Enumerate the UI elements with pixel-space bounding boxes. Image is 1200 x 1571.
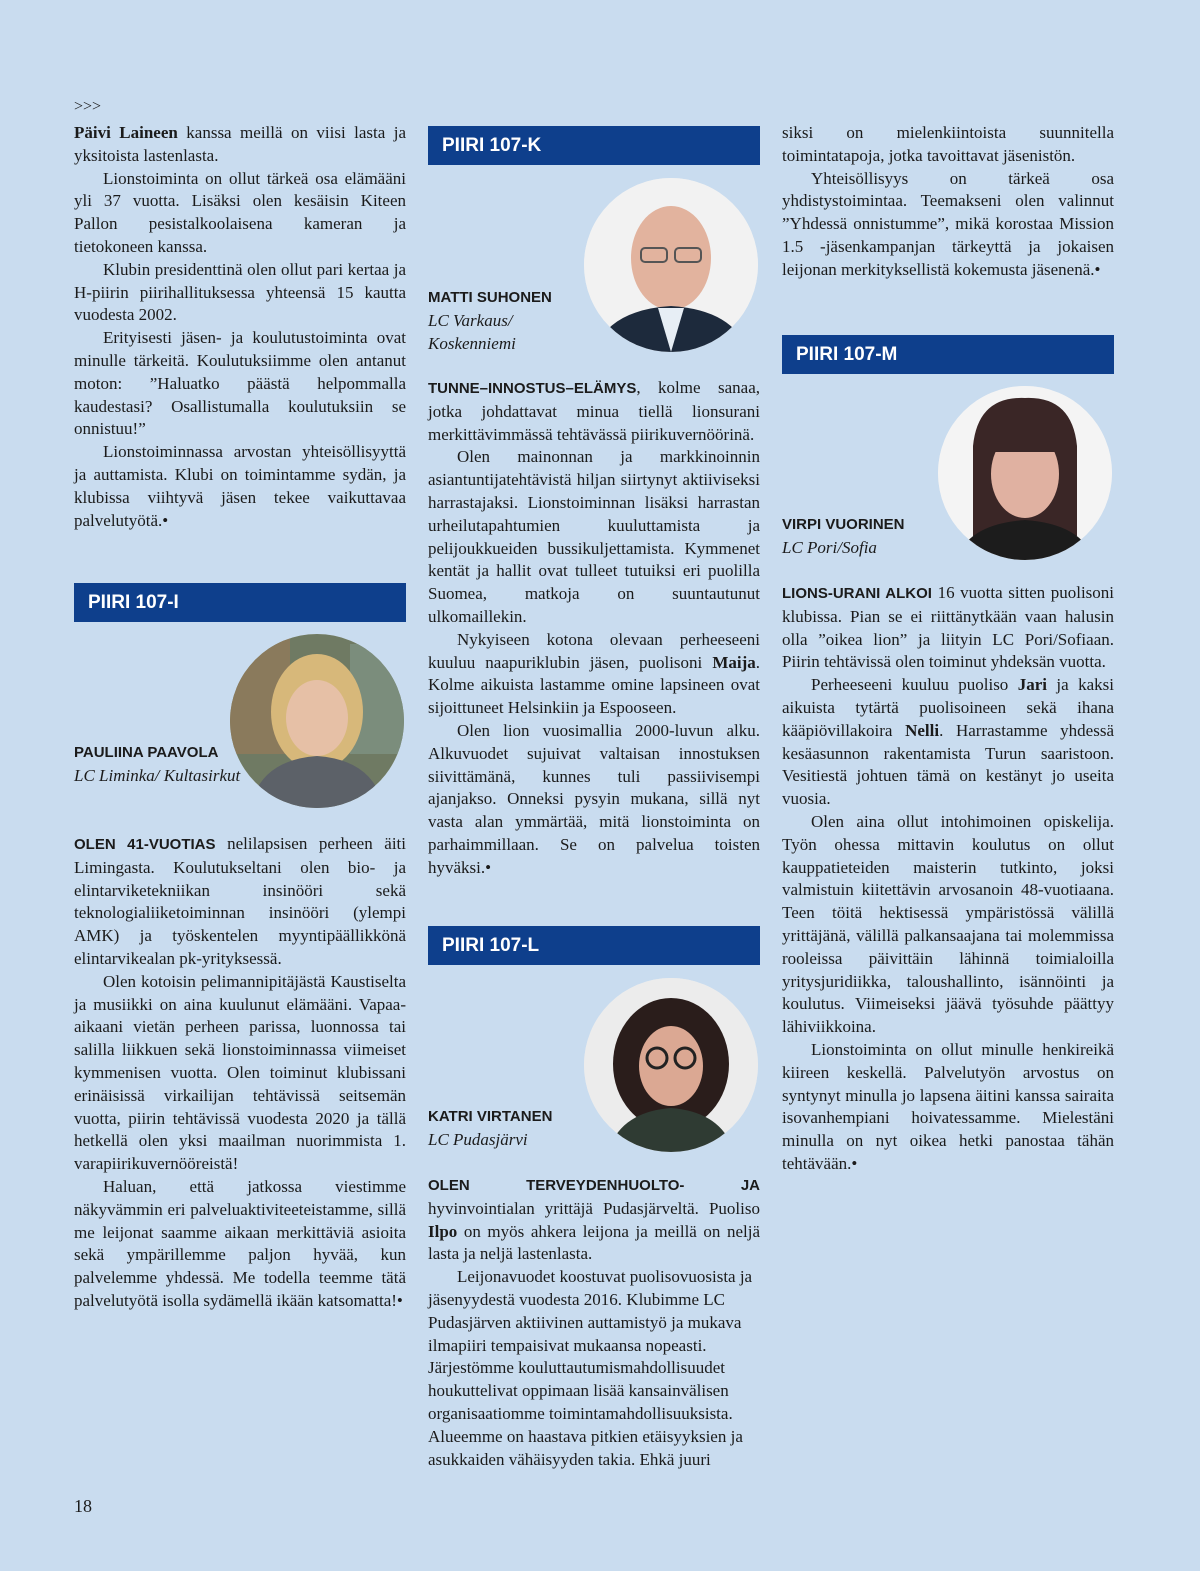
col3-body (782, 582, 1114, 1176)
col2-l-body (428, 1174, 760, 1471)
district-label: PIIRI 107-I (88, 592, 179, 613)
col3-intro (782, 122, 1114, 282)
club-name-virtanen: LC Pudasjärvi (428, 1130, 528, 1149)
portrait-photo-suhonen (584, 178, 758, 352)
continuation-marker: >>> (74, 98, 102, 115)
intro-paragraph: Yhteisöllisyys on tärkeä osa yhdistystoimintaa. Teemakseni olen valinnut ”Yhdessä onnistumme”, mikä korostaa Mission 1.5 -jäsenkampanjan tärkeyttä ja jokaisen leijonan merkityksellistä kokemusta jäsenenä.• (782, 168, 1114, 279)
text: . Kolme aikuista lastamme omine lapsineen ovat sijoittuneet Helsinkiin ja Espooseen. (428, 652, 760, 718)
club-name-paavola: LC Liminka/ Kultasirkut (74, 766, 241, 785)
text: nelilapsisen perheen äiti Limingasta. Koulutukseltani olen bio- ja elintarviketekniikan insinööri sekä teknologialiiketoiminnan insinööri (ylempi AMK) ja työskentelen myyntipäällikkönä elintarvikealan pk-yrityksessä. (74, 834, 406, 968)
col1-body (74, 833, 406, 1313)
text: ja kaksi aikuista tytärtä puolisoineen sekä ihana kääpiövillakoira (782, 675, 1115, 740)
body-paragraph (782, 582, 1114, 674)
district-header-107-i (74, 583, 406, 622)
intro-paragraph (74, 122, 406, 168)
intro-paragraph: siksi on mielenkiintoista suunnitella toimintatapoja, jotka tavoittavat jäsenistön. (782, 123, 1114, 165)
body-paragraph (428, 1174, 760, 1266)
col2-k-body (428, 377, 760, 880)
lead-in: LIONS-URANI ALKOI (782, 585, 932, 602)
district-label: PIIRI 107-L (442, 935, 540, 956)
body-paragraph (74, 833, 406, 971)
body-paragraph: Olen aina ollut intohimoinen opiskelija. Työn ohessa mittavin koulutus on ollut kauppatieteiden maisterin tutkinto, joksi valmistuin kiitettävin arvosanoin 48-vuotiaana. Teen töitä hektisessä ympäristössä välillä yrittäjänä, välillä palkansaajana tai molemmissa rooleissa päivittäin lähinnä toimialoilla yritysjuridiikka, taloushallinto, isännöinti ja koulutus. Viimeiseksi jäävä työsuhde päättyy lähiviikkoina. (782, 811, 1114, 1037)
body-paragraph: Leijonavuodet koostuvat puolisovuosista ja jäsenyydestä vuodesta 2016. Klubimme LC Pudasjärven aktiivinen auttamistyö ja mukava ilmapiiri tempaisivat mukaansa nopeasti. Järjestömme kouluttautumismahdollisuudet houkuttelivat oppimaan lisää kansainvälisen organisaatiomme toimintamahdollisuuksista. Alueemme on haastava pitkien etäisyyksien ja asukkaiden vähäisyyden takia. Ehkä juuri (428, 1267, 753, 1469)
text: hyvinvointialan yrittäjä Pudasjärveltä. Puoliso (428, 1198, 760, 1218)
portrait-photo-virtanen (584, 978, 758, 1152)
district-header-107-m (782, 335, 1114, 374)
body-paragraph (782, 674, 1114, 811)
body-paragraph (428, 377, 760, 446)
intro-paragraph: Lionstoiminta on ollut tärkeä osa elämääni yli 37 vuotta. Lisäksi olen kesäisin Kiteen Pallon pesistalkoolaisena kameran ja tietokoneen kanssa. (74, 168, 406, 256)
portrait-photo-vuorinen (938, 386, 1112, 560)
body-paragraph (428, 629, 760, 720)
body-paragraph: Olen lion vuosimallia 2000-luvun alku. Alkuvuodet sujuivat valtaisan innostuksen siivittämänä, kunnes tuli passiivisempi ajanjakso. Onneksi pysyin mukana, sillä nyt vasta alan ymmärtää, mitä lionstoiminta on parhaimmillaan. Se on palvelua toisten hyväksi.• (428, 720, 760, 877)
body-paragraph: Olen kotoisin pelimannipitäjästä Kaustiselta ja musiikki on aina kuulunut elämääni. Vapaa-aikaani vietän perheen parissa, luonnossa tai salilla liikkuen sekä lionstoiminnassa viimeiset kymmenisen vuotta. Olen toiminut klubissani erinäisissä virkailijan tehtävissä seitsemän vuotta, piirin tehtävissä vuodesta 2020 ja tällä hetkellä olen yksi maailman nuorimmista 1. varapiirikuvernööreistä! (74, 971, 406, 1174)
text: 16 vuotta sitten puolisoni klubissa. Pian se ei riittänytkään vaan halusin olla ”oikea lion” ja liityin LC Pori/Sofiaan. Piirin tehtävissä olen toiminut yhdeksän vuotta. (782, 583, 1115, 672)
club-name-vuorinen: LC Pori/Sofia (782, 538, 877, 557)
text: kanssa meillä on viisi lasta ja yksitoista lastenlasta. (74, 123, 406, 165)
person-name-vuorinen: VIRPI VUORINEN (782, 516, 905, 533)
person-name: Päivi Laineen (74, 123, 178, 142)
text: , kolme sanaa, jotka johdattavat minua tiellä lionsurani merkittävimmässä tehtävässä piirikuvernöörinä. (428, 378, 760, 444)
person-name-paavola: PAULIINA PAAVOLA (74, 744, 219, 761)
district-label: PIIRI 107-K (442, 135, 542, 156)
intro-paragraph: Erityisesti jäsen- ja koulutustoiminta ovat minulle tärkeitä. Koulutuksiimme olen antanut moton: ”Haluatko päästä helpommalla kaudestasi? Osallistumalla koulutuksiin se onnistuu!” (74, 328, 406, 439)
body-paragraph: Haluan, että jatkossa viestimme näkyvämmin eri palveluaktiviteeteistamme, sillä me leijonat saamme aikaan merkittäviä asioita sekä ympärillemme paljon hyvää, kun palvelemme yhdessä. Me todella teemme tätä palvelutyötä isolla sydämellä ikään katsomatta!• (74, 1176, 406, 1310)
lead-in: OLEN TERVEYDENHUOLTO- JA (428, 1177, 760, 1194)
portrait-photo-paavola (230, 634, 404, 808)
text: on myös ahkera leijona ja meillä on neljä lasta ja neljä lastenlasta. (428, 1221, 760, 1264)
page-number: 18 (74, 1496, 92, 1516)
district-header-107-k (428, 126, 760, 165)
body-paragraph: Olen mainonnan ja markkinoinnin asiantuntijatehtävistä hiljan siirtynyt aktiiviseksi harrastajaksi. Lionstoiminnan lisäksi harrastan urheilutapahtumien kuuluttamista ja pelijoukkueiden bussikuljettamista. Kymmenet kentät ja hallit ovat tulleet tutuiksi eri puolilla Suomea, matkoja on suuntautunut ulkomaillekin. (428, 447, 760, 626)
person-name: Jari (1017, 675, 1048, 695)
text: Perheeseeni kuuluu puoliso (811, 675, 1018, 695)
person-name: Ilpo (428, 1221, 458, 1241)
club-name-suhonen: LC Varkaus/ Koskenniemi (428, 311, 516, 353)
text: . Harrastamme yhdessä kesäasunnon rakentamista Turun saaristoon. Vesitiestä johtuen tämä on kestänyt jo useita vuosia. (782, 720, 1114, 809)
lead-in: TUNNE–INNOSTUS–ELÄMYS (428, 380, 637, 397)
person-name-virtanen: KATRI VIRTANEN (428, 1108, 553, 1125)
person-name: Maija (712, 652, 756, 672)
body-paragraph: Lionstoiminta on ollut minulle henkireikä kiireen keskellä. Palvelutyön arvostus on syntynyt minulla jo lapsena äitini kanssa sairaita isovanhempiani hoivatessamme. Mielestäni minulla on nyt oikea hetki panostaa tähän tehtävään.• (782, 1039, 1114, 1173)
district-label: PIIRI 107-M (796, 344, 898, 365)
district-header-107-l (428, 926, 760, 965)
col1-intro (74, 122, 406, 532)
lead-in: OLEN 41-VUOTIAS (74, 836, 216, 853)
intro-paragraph: Lionstoiminnassa arvostan yhteisöllisyyttä ja auttamista. Klubi on toimintamme sydän, ja klubissa viihtyvä jäsen tekee vaikuttavaa palvelutyötä.• (74, 442, 406, 530)
text: Nykyiseen kotona olevaan perheeseeni kuuluu naapuriklubin jäsen, puolisoni (428, 629, 760, 672)
intro-paragraph: Klubin presidenttinä olen ollut pari kertaa ja H-piirin piirihallituksessa yhteensä 15 kautta vuodesta 2002. (74, 259, 406, 325)
pet-name: Nelli (905, 720, 940, 740)
person-name-suhonen: MATTI SUHONEN (428, 289, 552, 306)
